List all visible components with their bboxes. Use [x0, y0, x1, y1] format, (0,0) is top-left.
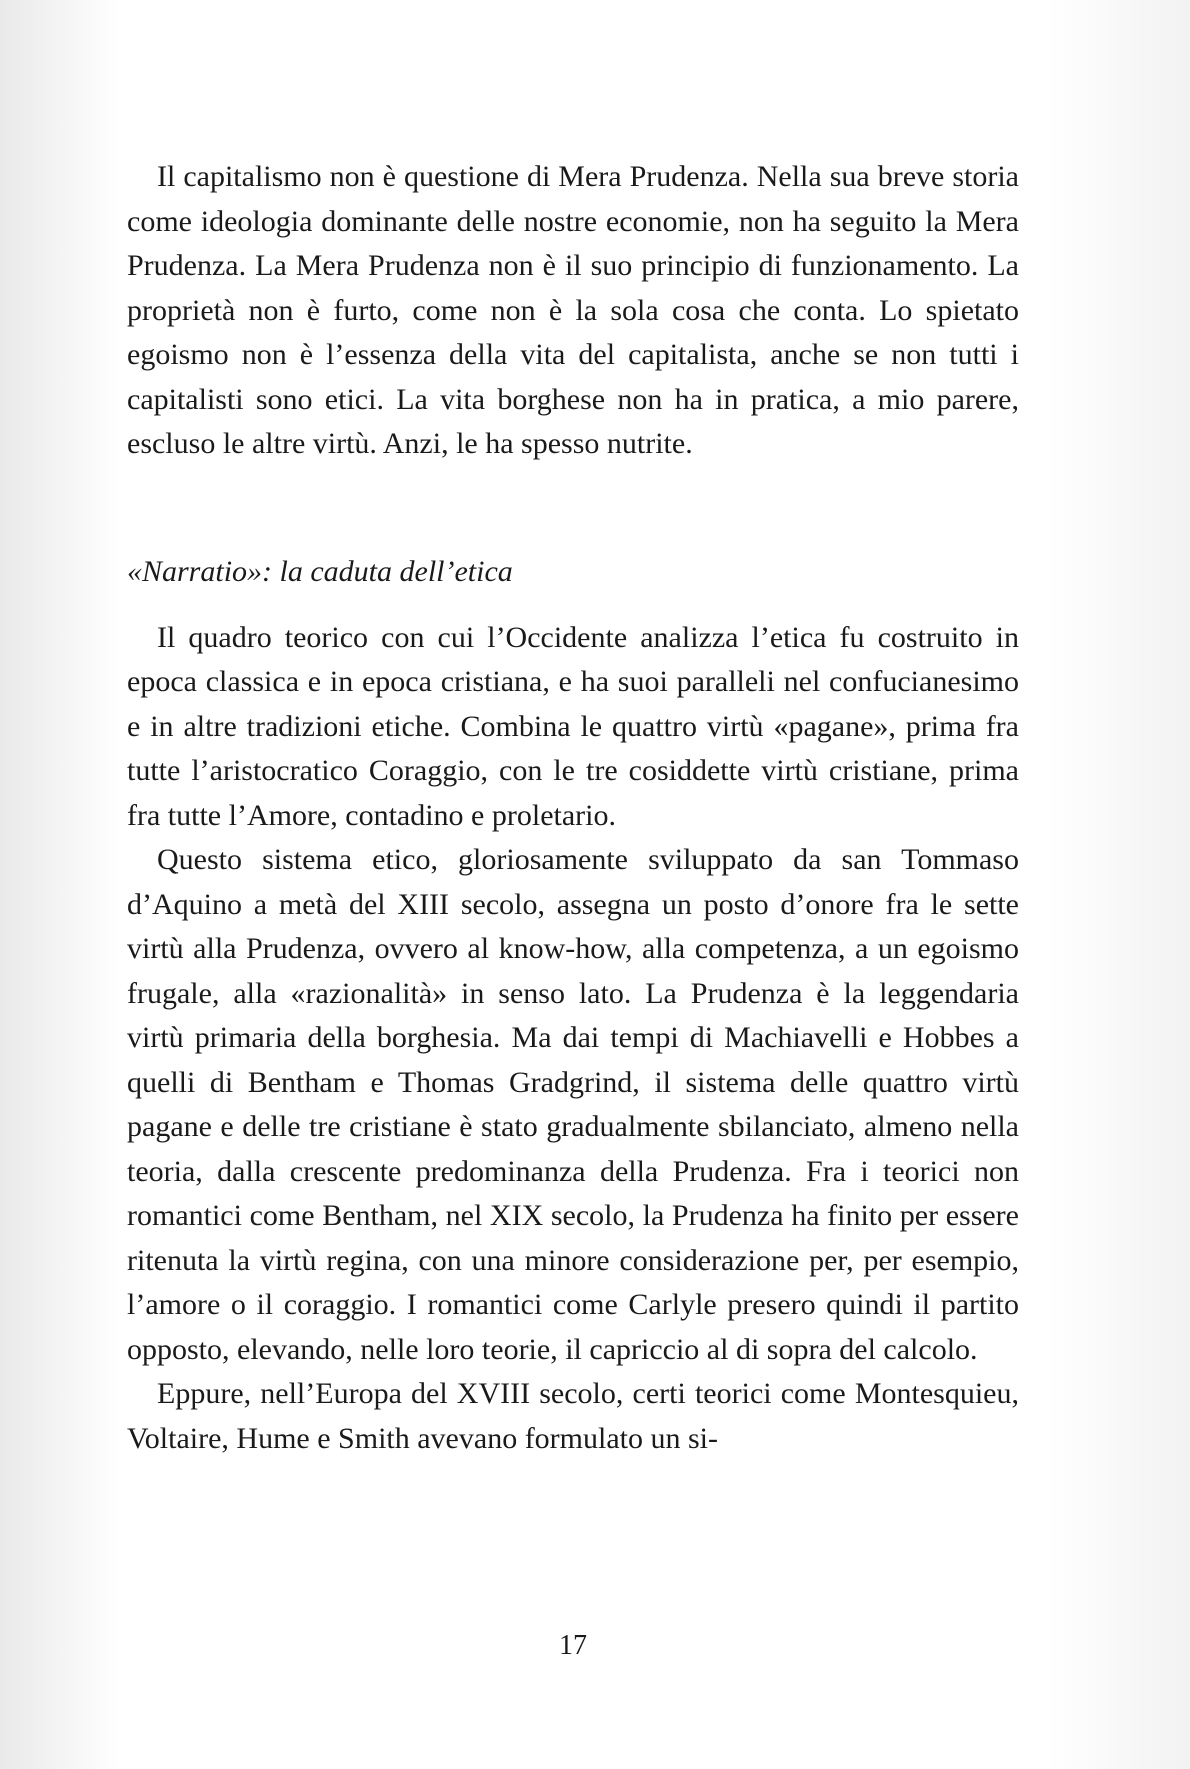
body-paragraph-2: Questo sistema etico, gloriosamente sviluppato da san Tommaso d’Aquino a metà del XIII secolo, assegna un posto d’onore fra le sette virtù alla Prudenza, ovvero al know-how, alla competenza, a un egoismo frugale, alla «razionalità» in senso lato. La Prudenza è la leggendaria virtù primaria della borghesia. Ma dai tempi di Machiavelli e Hobbes a quelli di Bentham e Thomas Gradgrind, il sistema delle quattro virtù pagane e delle tre cristiane è stato gradualmente sbilanciato, almeno nella teoria, dalla crescente predominanza della Prudenza. Fra i teorici non romantici come Bentham, nel XIX secolo, la Prudenza ha finito per essere ritenuta la virtù regina, con una minore considerazione per, per esempio, l’amore o il coraggio. I romantici come Carlyle presero quindi il partito opposto, elevando, nelle loro teorie, il capriccio al di sopra del calcolo.: [127, 843, 1019, 1366]
section-title: «Narratio»: la caduta dell’etica: [127, 554, 513, 588]
page-body: [127, 155, 1019, 1461]
page-number: 17: [559, 1630, 587, 1661]
body-paragraph-1: Il quadro teorico con cui l’Occidente analizza l’etica fu costruito in epoca classica e in epoca cristiana, e ha suoi paralleli nel confucianesimo e in altre tradizioni etiche. Combina le quattro virtù «pagane», prima fra tutte l’aristocratico Coraggio, con le tre cosiddette virtù cristiane, prima fra tutte l’Amore, contadino e proletario.: [127, 620, 1019, 832]
opening-paragraph: Il capitalismo non è questione di Mera Prudenza. Nella sua breve storia come ideologia dominante delle nostre economie, non ha seguito la Mera Prudenza. La Mera Prudenza non è il suo principio di funzionamento. La proprietà non è furto, come non è la sola cosa che conta. Lo spietato egoismo non è l’essenza della vita del capitalista, anche se non tutti i capitalisti sono etici. La vita borghese non ha in pratica, a mio parere, escluso le altre virtù. Anzi, le ha spesso nutrite.: [127, 160, 1019, 460]
body-paragraph-3: Eppure, nell’Europa del XVIII secolo, certi teorici come Montesquieu, Voltaire, Hume e Smith avevano formulato un si-: [127, 1377, 1019, 1455]
